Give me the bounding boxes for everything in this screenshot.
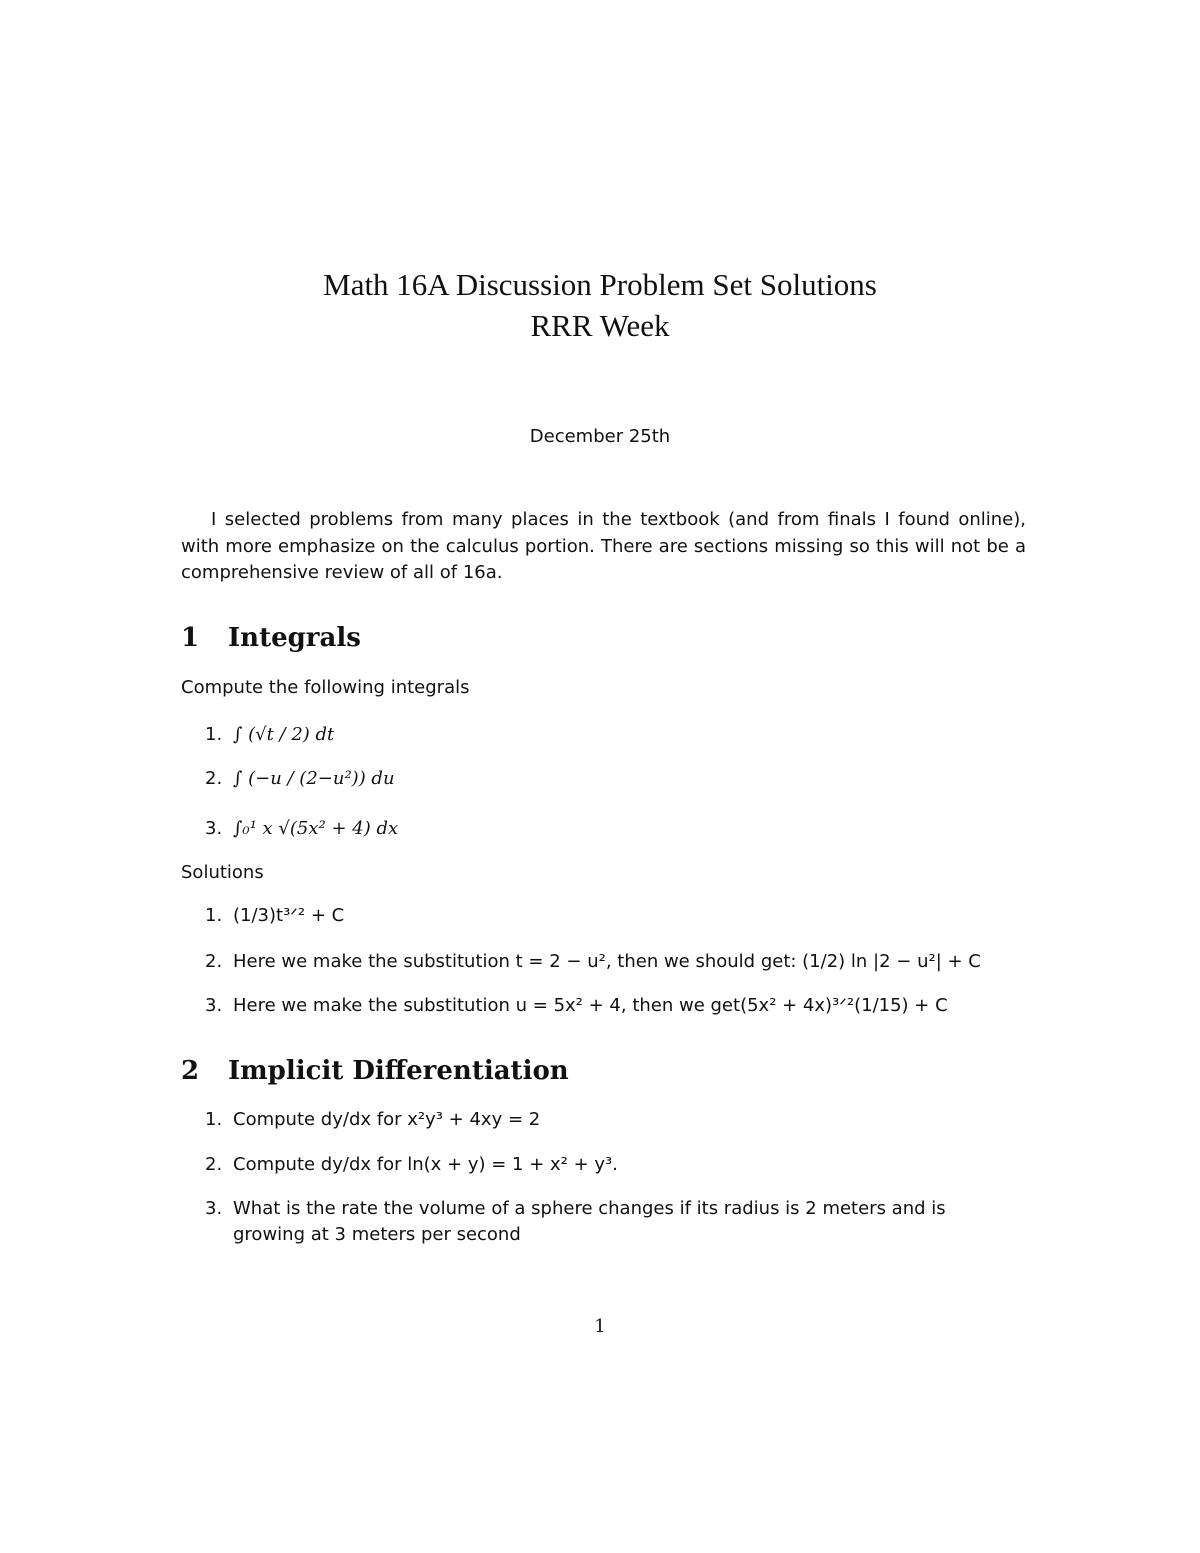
solution-text: Here we make the substitution u = 5x² + 4, then we get(5x² + 4x)³ᐟ²(1/15) + C	[233, 995, 948, 1016]
section-heading-integrals	[181, 621, 361, 655]
list-number: 2.	[205, 1154, 223, 1175]
document-subtitle: RRR Week	[530, 308, 670, 343]
solution-text: Here we make the substitution t = 2 − u², then we should get: (1/2) ln |2 − u²| + C	[233, 951, 981, 972]
integral-problem-1	[205, 722, 1025, 748]
differentiation-problem-3	[205, 1196, 1025, 1248]
solution-text: (1/3)t³ᐟ² + C	[233, 905, 345, 926]
integral-problem-2	[205, 766, 1025, 792]
integral-problem-3	[205, 816, 1025, 842]
solutions-label: Solutions	[181, 862, 264, 883]
list-number: 1.	[205, 1109, 223, 1130]
list-number: 1.	[205, 905, 223, 926]
integrals-prompt: Compute the following integrals	[181, 677, 470, 698]
document-date: December 25th	[529, 426, 671, 447]
intro-paragraph	[181, 507, 1026, 587]
problem-text: Compute dy/dx for x²y³ + 4xy = 2	[233, 1109, 541, 1130]
list-number: 2.	[205, 951, 223, 972]
section-number: 2	[181, 1056, 200, 1086]
solution-1	[205, 903, 1025, 929]
solution-3	[205, 993, 1025, 1019]
list-number: 1.	[205, 724, 223, 745]
page-number: 1	[594, 1316, 606, 1337]
document-title: Math 16A Discussion Problem Set Solutions	[323, 267, 877, 302]
solution-2	[205, 949, 1025, 975]
intro-text: I selected problems from many places in the textbook (and from finals I found online), with more emphasize on the calculus portion. There are sections missing so this will not be a comprehensive review of all of 16a.	[181, 509, 1026, 583]
math-expression: ∫ (−u / (2−u²)) du	[233, 768, 395, 789]
section-title: Integrals	[228, 623, 361, 653]
problem-text: Compute dy/dx for ln(x + y) = 1 + x² + y³.	[233, 1154, 618, 1175]
list-number: 3.	[205, 818, 223, 839]
list-number: 3.	[205, 1198, 223, 1219]
math-expression: ∫ (√t / 2) dt	[233, 724, 335, 745]
section-title: Implicit Differentiation	[228, 1056, 569, 1086]
list-number: 2.	[205, 768, 223, 789]
differentiation-problem-1	[205, 1107, 1025, 1133]
section-heading-implicit-differentiation	[181, 1054, 569, 1088]
math-expression: ∫₀¹ x √(5x² + 4) dx	[233, 818, 399, 839]
section-number: 1	[181, 623, 200, 653]
differentiation-problem-2	[205, 1152, 1025, 1178]
list-number: 3.	[205, 995, 223, 1016]
problem-text: What is the rate the volume of a sphere changes if its radius is 2 meters and is growing at 3 meters per second	[233, 1198, 946, 1245]
